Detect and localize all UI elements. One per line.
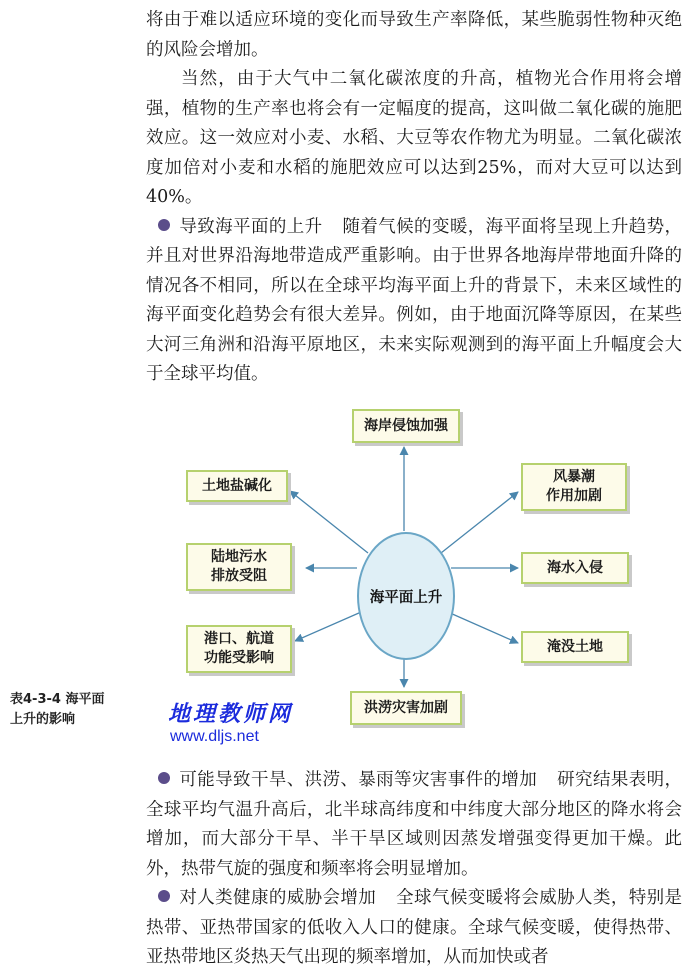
node-land-inundation: 淹没土地 bbox=[521, 631, 629, 663]
bullet-title-disasters: 可能导致干旱、洪涝、暴雨等灾害事件的增加 bbox=[179, 770, 538, 790]
watermark bbox=[168, 703, 293, 747]
bullet-dot-icon bbox=[158, 772, 170, 784]
arrow-upper-left bbox=[290, 491, 368, 553]
bullet-body-health: 全球气候变暖将会威胁人类，特别是热带、亚热带国家的低收入人口的健康。全球气候变暖，使得热带、亚热带地区炎热天气出现的频率增加，从而加快或者 bbox=[146, 888, 683, 967]
node-storm-surge: 风暴潮 作用加剧 bbox=[521, 463, 627, 511]
node-sewage-discharge: 陆地污水 排放受阻 bbox=[186, 543, 292, 591]
bullet-dot-icon bbox=[158, 890, 170, 902]
bullet-body-sea-level: 随着气候的变暖，海平面将呈现上升趋势，并且对世界沿海地带造成严重影响。由于世界各地海岸带地面升降的情况各不相同，所以在全球平均海平面上升的背景下，未来区域性的海平面变化趋势会有很大差异。例如，由于地面沉降等原因，在某些大河三角洲和沿海平原地区，未来实际观测到的海平面上升幅度会大于全球平均值。 bbox=[146, 216, 682, 384]
node-coastal-erosion: 海岸侵蚀加强 bbox=[352, 409, 460, 443]
bullet-title-sea-level: 导致海平面的上升 bbox=[179, 216, 323, 237]
top-text bbox=[146, 6, 682, 390]
bullet-sea-level bbox=[146, 213, 682, 390]
node-flood-disaster: 洪涝灾害加剧 bbox=[350, 691, 462, 725]
bottom-text bbox=[146, 766, 682, 973]
watermark-url: www.dljs.net bbox=[170, 728, 259, 745]
paragraph-species-risk: 将由于难以适应环境的变化而导致生产率降低，某些脆弱性物种灭绝的风险会增加。 bbox=[146, 10, 682, 60]
node-soil-salinization: 土地盐碱化 bbox=[186, 470, 288, 502]
sea-level-rise-diagram bbox=[0, 395, 690, 740]
bullet-body-disasters: 研究结果表明，全球平均气温升高后，北半球高纬度和中纬度大部分地区的降水将会增加，而大部分干旱、半干旱区域则因蒸发增强变得更加干燥。此外，热带气旋的强度和频率将会明显增加。 bbox=[146, 770, 683, 879]
bullet-dot-icon bbox=[158, 219, 170, 231]
bullet-health bbox=[146, 884, 682, 973]
node-seawater-intrusion: 海水入侵 bbox=[521, 552, 629, 584]
arrow-lower-left bbox=[295, 609, 368, 641]
watermark-title: 地理教师网 bbox=[168, 702, 294, 727]
paragraph-co2-fertilization: 当然，由于大气中二氧化碳浓度的升高，植物光合作用将会增强，植物的生产率也将会有一定幅度的提高，这叫做二氧化碳的施肥效应。这一效应对小麦、水稻、大豆等农作物尤为明显。二氧化碳浓度加倍对小麦和水稻的施肥效应可以达到25%，而对大豆可以达到40%。 bbox=[146, 69, 682, 207]
node-port-function: 港口、航道 功能受影响 bbox=[186, 625, 292, 673]
arrow-upper-right bbox=[441, 492, 518, 553]
figure-caption: 表4-3-4 海平面 上升的影响 bbox=[10, 692, 105, 727]
node-sea-level-rise: 海平面上升 bbox=[357, 532, 455, 660]
bullet-title-health: 对人类健康的威胁会增加 bbox=[179, 888, 377, 908]
bullet-disasters bbox=[146, 766, 682, 884]
